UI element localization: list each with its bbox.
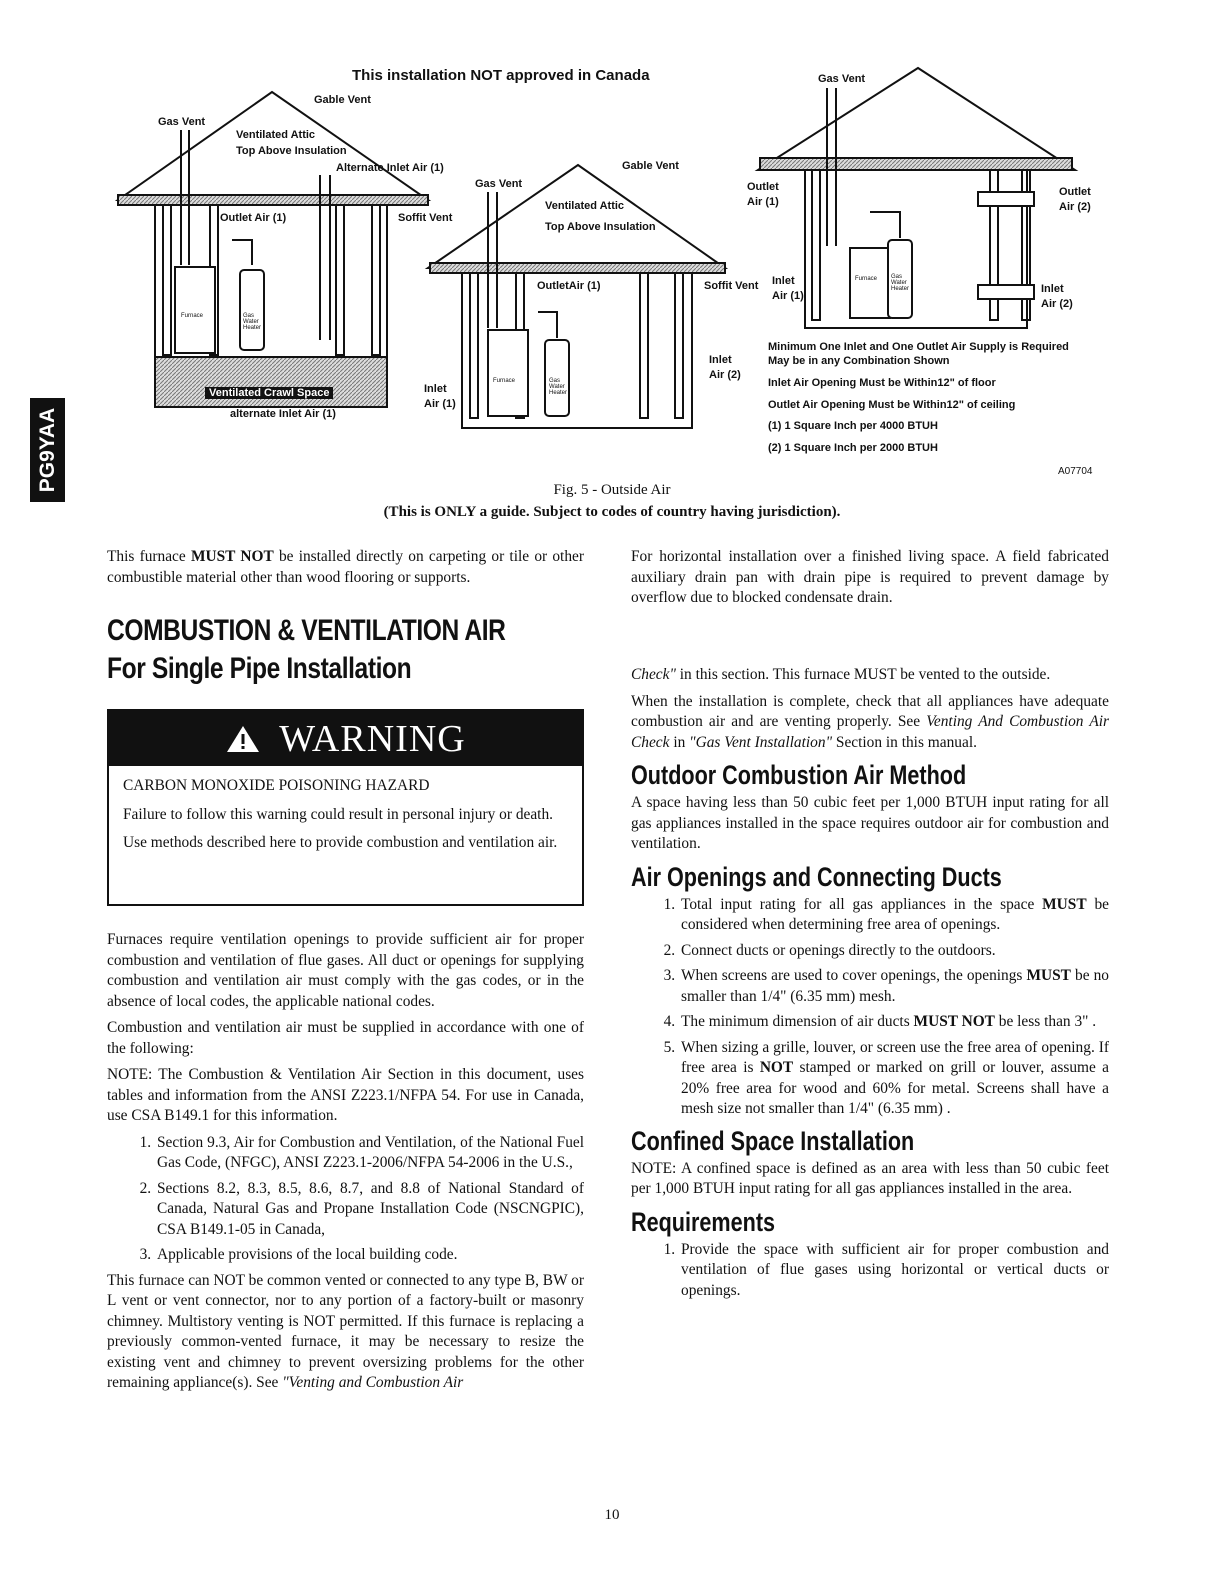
intro-paragraph bbox=[107, 547, 584, 588]
list-item bbox=[679, 966, 1109, 1007]
text: be less than 3" . bbox=[994, 1013, 1097, 1030]
left-alt-inlet-label: Alternate Inlet Air (1) bbox=[336, 162, 444, 174]
list-item bbox=[679, 1038, 1109, 1120]
text: This furnace bbox=[107, 548, 191, 565]
outside-air-figure bbox=[0, 0, 1224, 477]
figure-banner: This installation NOT approved in Canada bbox=[352, 67, 650, 84]
left-column bbox=[107, 547, 584, 688]
mid-gable-vent-label: Gable Vent bbox=[622, 160, 679, 172]
figure-note: (1) 1 Square Inch per 4000 BTUH bbox=[768, 420, 938, 432]
right-house bbox=[758, 68, 1075, 328]
mid-outlet-label: OutletAir (1) bbox=[537, 280, 601, 292]
text: When the installation is complete, check that all appliances have adequate combustion air and are venting properly. See bbox=[631, 692, 1109, 730]
list-item: 1. Section 9.3, Air for Combustion and Ventilation, of the National Fuel Gas Code, (NFGC), ANSI Z223.1-2006/NFPA 54-2006 in the U.S., bbox=[155, 1133, 584, 1174]
text: Section in this manual. bbox=[832, 733, 977, 751]
text: be no smaller than bbox=[681, 967, 1109, 1005]
warning-text: Failure to follow this warning could result in personal injury or death. bbox=[123, 805, 553, 823]
text: stamped or marked on grill or louver, assume a 20% free area for wood and 60% for metal. Screens shall have a mesh size not smaller than bbox=[681, 1059, 1110, 1117]
emphasis: MUST NOT bbox=[913, 1013, 995, 1030]
right-gas-vent-label: Gas Vent bbox=[818, 73, 866, 85]
text: : A confined space is defined as an area with less than 50 cubic feet per 1,000 BTUH input rating for all gas appliances installed in the area. bbox=[631, 1159, 1109, 1197]
figure-subcaption: (This is ONLY a guide. Subject to codes of country having jurisdiction). bbox=[383, 504, 841, 520]
paragraph: Combustion and ventilation air must be supplied in accordance with one of the following: bbox=[107, 1019, 584, 1057]
emphasis: MUST bbox=[1026, 967, 1071, 984]
list-item bbox=[679, 1012, 1109, 1033]
list-item: 2. Sections 8.2, 8.3, 8.5, 8.6, 8.7, and 8.8 of National Standard of Canada, Natural Gas and Propane Installation Code (NSCNGPIC), CSA B149.1-05 in Canada, bbox=[155, 1179, 584, 1241]
warning-triangle-icon bbox=[225, 724, 261, 754]
right-heater-label: Gas Water Heater bbox=[891, 274, 910, 292]
reference: "Venting and Combustion Air bbox=[282, 1374, 464, 1391]
emphasis: MUST bbox=[1042, 895, 1087, 913]
right-outlet2-a: Outlet bbox=[1059, 186, 1091, 198]
warning-hazard: CARBON MONOXIDE POISONING HAZARD bbox=[123, 777, 430, 794]
mid-inlet1-a: Inlet bbox=[424, 383, 447, 395]
list-item: 2. Connect ducts or openings directly to the outdoors. bbox=[679, 941, 1109, 962]
figure-notes bbox=[768, 340, 1069, 459]
figure-caption: Fig. 5 - Outside Air bbox=[553, 482, 671, 498]
figure-note: (2) 1 Square Inch per 2000 BTUH bbox=[768, 441, 938, 454]
warning-box bbox=[107, 709, 584, 906]
figure-note: May be in any Combination Shown bbox=[768, 355, 950, 367]
text: When screens are used to cover openings, the openings bbox=[681, 967, 1027, 984]
reference: Venting And Combustion Air Check bbox=[631, 713, 1109, 751]
right-outlet2-b: Air (2) bbox=[1059, 201, 1091, 213]
requirements-list bbox=[631, 1240, 1109, 1302]
left-attic-label-1: Ventilated Attic bbox=[236, 129, 316, 141]
right-inlet2-a: Inlet bbox=[1041, 283, 1064, 295]
left-attic-label-2: Top Above Insulation bbox=[236, 145, 347, 157]
warning-header bbox=[109, 711, 582, 766]
left-alt-inlet-below-label: alternate Inlet Air (1) bbox=[230, 408, 336, 420]
subheading-requirements: Requirements bbox=[631, 1206, 776, 1237]
left-furnace-label: Furnace bbox=[181, 313, 204, 319]
crawl-space-label: Ventilated Crawl Space bbox=[205, 387, 333, 399]
text: 1/4" (6.35 mm) bbox=[760, 987, 856, 1005]
warning-body bbox=[109, 766, 582, 854]
figure-note: Inlet Air Opening Must be Within12" of floor bbox=[768, 377, 996, 389]
figure-code: A07704 bbox=[1058, 466, 1093, 477]
right-column-top bbox=[631, 547, 1109, 615]
side-tab-label: PG9YAA bbox=[35, 407, 59, 493]
note-paragraph bbox=[107, 1065, 584, 1127]
code-list bbox=[107, 1133, 584, 1266]
text: Total input rating for all gas appliances in the space bbox=[681, 895, 1043, 913]
mid-gas-vent-label: Gas Vent bbox=[475, 178, 523, 190]
right-inlet2-b: Air (2) bbox=[1041, 298, 1073, 310]
paragraph bbox=[631, 692, 1109, 754]
text: This furnace can NOT be common vented or connected to any type B, BW or L vent or vent connector, nor to any portion of a factory-built or masonry chimney. Multistory venting is NOT permitted. If this furnace is replacing a previously common-vented furnace, it may be necessary to resize the existing vent and chimney to prevent oversizing problems for the other remaining appliance(s). See bbox=[107, 1271, 584, 1391]
openings-list bbox=[631, 895, 1109, 1120]
text: in bbox=[669, 733, 690, 751]
mid-inlet1-b: Air (1) bbox=[424, 398, 456, 410]
mid-furnace-label: Furnace bbox=[493, 378, 516, 384]
note-label: NOTE bbox=[107, 1066, 149, 1083]
text: in this section. This furnace MUST be vented to the outside. bbox=[675, 666, 1051, 683]
list-item: 3. Applicable provisions of the local building code. bbox=[155, 1245, 584, 1266]
mid-soffit-label: Soffit Vent bbox=[704, 280, 759, 292]
mid-inlet2-a: Inlet bbox=[709, 354, 732, 366]
reference: "Gas Vent Installation" bbox=[689, 733, 833, 751]
paragraph bbox=[107, 1271, 584, 1394]
figure-note: Minimum One Inlet and One Outlet Air Supply is Required bbox=[768, 341, 1069, 353]
text: When sizing a grille, louver, or screen use the free area of opening. If free area is bbox=[681, 1038, 1109, 1076]
section-subheading: For Single Pipe Installation bbox=[107, 652, 412, 685]
right-inlet1-a: Inlet bbox=[772, 275, 795, 287]
mid-attic-label-2: Top Above Insulation bbox=[545, 221, 656, 233]
list-item: 1. Provide the space with sufficient air for proper combustion and ventilation of flue gases using horizontal or vertical ducts or openings. bbox=[679, 1240, 1109, 1302]
warning-title: WARNING bbox=[279, 717, 466, 760]
emphasis: MUST NOT bbox=[190, 548, 274, 565]
left-outlet-label: Outlet Air (1) bbox=[220, 212, 287, 224]
note-label: NOTE bbox=[631, 1159, 673, 1177]
mid-inlet2-b: Air (2) bbox=[709, 369, 741, 381]
text: 1/4" (6.35 mm) . bbox=[848, 1100, 951, 1117]
figure-note: Outlet Air Opening Must be Within12" of ceiling bbox=[768, 398, 1016, 411]
right-outlet1-b: Air (1) bbox=[747, 196, 779, 208]
left-heater-label: Gas Water Heater bbox=[243, 313, 262, 331]
text: be considered when determining free area of openings. bbox=[681, 895, 1109, 933]
subheading-outdoor: Outdoor Combustion Air Method bbox=[631, 760, 967, 790]
subheading-confined: Confined Space Installation bbox=[631, 1125, 915, 1156]
list-item bbox=[679, 895, 1109, 936]
left-soffit-label: Soffit Vent bbox=[398, 212, 453, 224]
subheading-openings: Air Openings and Connecting Ducts bbox=[631, 861, 1002, 892]
left-gable-vent-label: Gable Vent bbox=[314, 94, 371, 106]
mid-heater-label: Gas Water Heater bbox=[549, 378, 568, 396]
note-paragraph bbox=[631, 1159, 1109, 1200]
right-furnace-label: Furnace bbox=[855, 276, 878, 282]
text: : The Combustion & Ventilation Air Section in this document, uses tables and information from the ANSI Z223.1/NFPA 54. For use in Canada, use CSA B149.1 for this information. bbox=[107, 1066, 584, 1124]
mid-attic-label-1: Ventilated Attic bbox=[545, 200, 625, 212]
section-heading: COMBUSTION & VENTILATION AIR bbox=[107, 614, 506, 647]
warning-text: Use methods described here to provide combustion and ventilation air. bbox=[123, 834, 558, 851]
paragraph bbox=[631, 665, 1109, 686]
left-gas-vent-label: Gas Vent bbox=[158, 116, 206, 128]
page-number: 10 bbox=[604, 1507, 620, 1523]
paragraph: Furnaces require ventilation openings to provide sufficient air for proper combustion and ventilation of flue gases. All duct or openings for supplying combustion and ventilation air must comply with the gas codes, or in the absence of local codes, the applicable national codes. bbox=[107, 931, 584, 1010]
text: be installed directly on carpeting or tile or other combustible material other than wood flooring or supports. bbox=[107, 548, 584, 586]
text: mesh. bbox=[855, 987, 896, 1005]
right-column bbox=[631, 665, 1109, 1306]
right-inlet1-b: Air (1) bbox=[772, 290, 804, 302]
emphasis: NOT bbox=[759, 1059, 794, 1076]
text: The minimum dimension of air ducts bbox=[681, 1013, 914, 1030]
reference: Check" bbox=[631, 666, 676, 683]
paragraph: For horizontal installation over a finished living space. A field fabricated auxiliary drain pan with drain pipe is required to prevent damage by overflow due to blocked condensate drain. bbox=[631, 548, 1109, 606]
paragraph: A space having less than 50 cubic feet per 1,000 BTUH input rating for all gas appliances installed in the space requires outdoor air for combustion and ventilation. bbox=[631, 794, 1109, 852]
left-column-body bbox=[107, 930, 584, 1400]
right-outlet1-a: Outlet bbox=[747, 181, 779, 193]
